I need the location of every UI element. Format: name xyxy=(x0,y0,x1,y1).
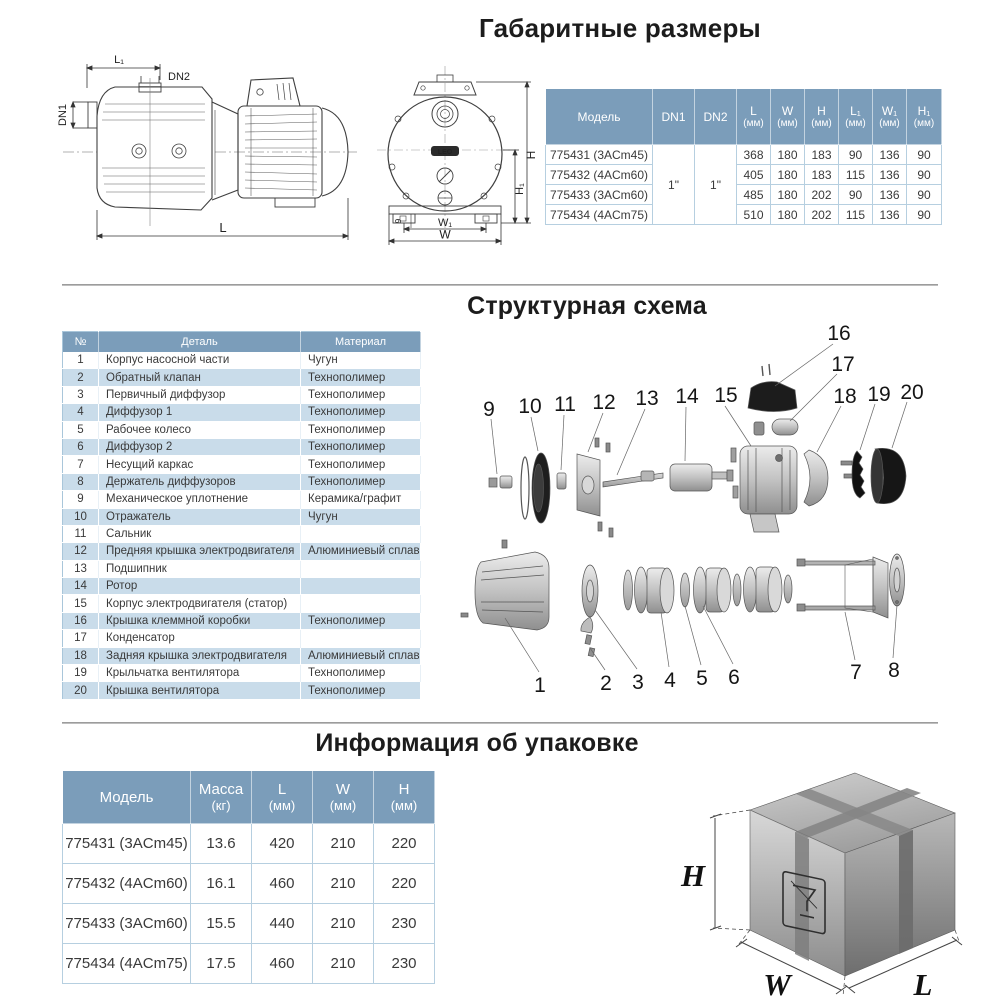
cell: 1 xyxy=(63,352,99,369)
table-row xyxy=(63,386,421,403)
packaging-box-illustration xyxy=(655,758,990,1000)
cell: 17.5 xyxy=(191,944,252,984)
pump-side-view-drawing xyxy=(55,50,370,250)
callout-6: 6 xyxy=(728,666,740,689)
cell: Конденсатор xyxy=(99,630,301,647)
callout-16: 16 xyxy=(827,322,851,345)
cell: 210 xyxy=(313,944,374,984)
callout-10: 10 xyxy=(518,395,542,418)
column-header: W (мм) xyxy=(771,89,805,145)
cell: 485 xyxy=(737,185,771,205)
cell: 17 xyxy=(63,630,99,647)
table-row xyxy=(63,525,421,542)
cell: 2 xyxy=(63,369,99,386)
part-mech-seal xyxy=(489,476,512,488)
cell: 12 xyxy=(63,543,99,560)
section-title-structure: Структурная схема xyxy=(467,292,707,320)
column-header: H₁ (мм) xyxy=(907,89,942,145)
callout-14: 14 xyxy=(675,385,699,408)
part-diffuser-holder xyxy=(890,554,905,606)
cell: Механическое уплотнение xyxy=(99,491,301,508)
table-row xyxy=(63,456,421,473)
divider xyxy=(62,284,938,286)
column-header: W (мм) xyxy=(313,771,374,824)
cell: 15 xyxy=(63,595,99,612)
cell: Сальник xyxy=(99,525,301,542)
cell: 90 xyxy=(839,185,873,205)
callout-numbers xyxy=(483,322,924,697)
exploded-view-diagram xyxy=(445,318,965,730)
cell: 14 xyxy=(63,578,99,595)
table-row xyxy=(63,665,421,682)
table-row xyxy=(63,682,421,699)
cell: Крыльчатка вентилятора xyxy=(99,665,301,682)
cell: 16 xyxy=(63,612,99,629)
cell: 3 xyxy=(63,386,99,403)
cell: 90 xyxy=(907,165,942,185)
cell: Рабочее колесо xyxy=(99,421,301,438)
part-fan-impeller xyxy=(852,451,865,498)
cell: Технополимер xyxy=(301,421,421,438)
callout-11: 11 xyxy=(554,393,576,416)
part-fan-cover xyxy=(871,448,906,503)
cell: 420 xyxy=(252,824,313,864)
part-carrying-frame xyxy=(797,557,888,618)
table-row xyxy=(546,185,942,205)
cell: 220 xyxy=(374,864,435,904)
cell: 136 xyxy=(873,145,907,165)
cell: 775432 (4ACm60) xyxy=(63,864,191,904)
cell: 19 xyxy=(63,665,99,682)
cell: 460 xyxy=(252,864,313,904)
callout-5: 5 xyxy=(696,667,708,690)
table-row xyxy=(63,508,421,525)
part-pump-housing xyxy=(461,540,549,630)
cell: 90 xyxy=(839,145,873,165)
table-row xyxy=(63,630,421,647)
cell xyxy=(301,525,421,542)
dim-label-dn1: DN1 xyxy=(57,103,69,127)
column-header: DN1 xyxy=(653,89,695,145)
header-row xyxy=(546,89,942,145)
callout-3: 3 xyxy=(632,671,644,694)
column-header: Деталь xyxy=(99,332,301,352)
cell: Технополимер xyxy=(301,456,421,473)
cell: 180 xyxy=(771,165,805,185)
dim-label-dn2: DN2 xyxy=(168,71,191,83)
cell: 13 xyxy=(63,560,99,577)
table-row xyxy=(63,904,435,944)
cell: Керамика/графит xyxy=(301,491,421,508)
column-header: L (мм) xyxy=(252,771,313,824)
table-row xyxy=(63,421,421,438)
cell: 775433 (3ACm60) xyxy=(546,185,653,205)
part-rear-cover xyxy=(804,450,855,506)
table-row xyxy=(63,944,435,984)
table-row xyxy=(63,864,435,904)
table-row xyxy=(63,560,421,577)
column-header: Масса (кг) xyxy=(191,771,252,824)
part-capacitor xyxy=(754,419,798,435)
cell: Корпус электродвигателя (статор) xyxy=(99,595,301,612)
callout-15: 15 xyxy=(714,384,738,407)
cell: 405 xyxy=(737,165,771,185)
box-label-h: H xyxy=(680,858,706,893)
cell: 136 xyxy=(873,205,907,225)
cell: 1" xyxy=(653,145,695,225)
column-header: L₁ (мм) xyxy=(839,89,873,145)
cell: Технополимер xyxy=(301,386,421,403)
callout-9: 9 xyxy=(483,398,495,421)
cell: 18 xyxy=(63,647,99,664)
table-row xyxy=(63,404,421,421)
box-3d xyxy=(750,773,955,976)
cell: 136 xyxy=(873,185,907,205)
cell: Корпус насосной части xyxy=(99,352,301,369)
cell: 210 xyxy=(313,824,374,864)
part-shaft xyxy=(603,471,663,487)
cell: 13.6 xyxy=(191,824,252,864)
cell: 202 xyxy=(805,185,839,205)
column-header: Материал xyxy=(301,332,421,352)
cell: 180 xyxy=(771,145,805,165)
cell: Технополимер xyxy=(301,438,421,455)
dim-label-l1: L₁ xyxy=(114,54,124,66)
cell: 16.1 xyxy=(191,864,252,904)
cell: 230 xyxy=(374,904,435,944)
table-row xyxy=(63,647,421,664)
cell xyxy=(301,578,421,595)
part-stator xyxy=(731,446,797,532)
dim-label-w: W xyxy=(439,227,451,242)
cell: 8 xyxy=(63,473,99,490)
cell: Несущий каркас xyxy=(99,456,301,473)
cell: 230 xyxy=(374,944,435,984)
cell: 4 xyxy=(63,404,99,421)
part-rotor xyxy=(670,464,733,491)
cell: 180 xyxy=(771,205,805,225)
callout-12: 12 xyxy=(592,391,616,414)
table-row xyxy=(546,165,942,185)
cell: Чугун xyxy=(301,352,421,369)
table-row xyxy=(63,612,421,629)
cell: Крышка вентилятора xyxy=(99,682,301,699)
callout-13: 13 xyxy=(635,387,659,410)
callout-17: 17 xyxy=(831,353,855,376)
brand-logo-text: LEO xyxy=(437,149,453,156)
cell: Крышка клеммной коробки xyxy=(99,612,301,629)
callout-19: 19 xyxy=(867,383,891,406)
cell: 115 xyxy=(839,205,873,225)
table-row xyxy=(63,595,421,612)
table-row xyxy=(63,473,421,490)
cell: Чугун xyxy=(301,508,421,525)
cell: 202 xyxy=(805,205,839,225)
cell: 775434 (4ACm75) xyxy=(546,205,653,225)
cell: Подшипник xyxy=(99,560,301,577)
cell: 20 xyxy=(63,682,99,699)
cell: 90 xyxy=(907,145,942,165)
column-header: DN2 xyxy=(695,89,737,145)
table-row xyxy=(63,491,421,508)
callout-20: 20 xyxy=(900,381,924,404)
part-reflector xyxy=(521,453,550,523)
cell: 183 xyxy=(805,145,839,165)
dimension-lines xyxy=(389,82,531,245)
dim-label-w1: W₁ xyxy=(437,217,453,229)
cell: 460 xyxy=(252,944,313,984)
part-front-cover xyxy=(577,438,613,537)
cell: 5 xyxy=(63,421,99,438)
dim-label-h: H xyxy=(524,150,538,160)
header-row xyxy=(63,332,421,352)
cell: Задняя крышка электродвигателя xyxy=(99,647,301,664)
packaging-table xyxy=(62,770,434,984)
cell xyxy=(301,560,421,577)
cell: Диффузор 1 xyxy=(99,404,301,421)
callout-7: 7 xyxy=(850,661,862,684)
table-row xyxy=(63,352,421,369)
table-row xyxy=(63,543,421,560)
callout-18: 18 xyxy=(833,385,857,408)
cell: 1" xyxy=(695,145,737,225)
cell: Технополимер xyxy=(301,404,421,421)
cell: 90 xyxy=(907,185,942,205)
cell: 368 xyxy=(737,145,771,165)
cell: Технополимер xyxy=(301,369,421,386)
table-row xyxy=(546,145,942,165)
cell: 440 xyxy=(252,904,313,944)
cell: Технополимер xyxy=(301,612,421,629)
cell: Первичный диффузор xyxy=(99,386,301,403)
part-diffuser-stack xyxy=(624,567,793,613)
cell: Ротор xyxy=(99,578,301,595)
dimensions-table xyxy=(545,88,941,225)
cell: 775433 (3ACm60) xyxy=(63,904,191,944)
column-header: L (мм) xyxy=(737,89,771,145)
cell: Технополимер xyxy=(301,473,421,490)
cell xyxy=(301,595,421,612)
pump-front-view-drawing xyxy=(375,62,545,252)
callout-2: 2 xyxy=(600,672,612,695)
cell: Предняя крышка электродвигателя xyxy=(99,543,301,560)
cell: Технополимер xyxy=(301,682,421,699)
cell: 6 xyxy=(63,438,99,455)
table-row xyxy=(546,205,942,225)
callout-4: 4 xyxy=(664,669,676,692)
callout-8: 8 xyxy=(888,659,900,682)
cell: 10 xyxy=(63,508,99,525)
table-row xyxy=(63,824,435,864)
cell: 510 xyxy=(737,205,771,225)
box-label-w: W xyxy=(763,967,791,1000)
cell: 90 xyxy=(907,205,942,225)
column-header: W₁ (мм) xyxy=(873,89,907,145)
cell: 11 xyxy=(63,525,99,542)
callout-1: 1 xyxy=(534,674,546,697)
cell: 210 xyxy=(313,904,374,944)
part-primary-diffuser xyxy=(581,565,598,633)
cell: 136 xyxy=(873,165,907,185)
cell: 180 xyxy=(771,185,805,205)
cell: Обратный клапан xyxy=(99,369,301,386)
section-title-dimensions: Габаритные размеры xyxy=(479,13,761,43)
column-header: Модель xyxy=(546,89,653,145)
table-row xyxy=(63,438,421,455)
dim-label-9: 9 xyxy=(394,218,403,224)
dim-label-h1: H₁ xyxy=(514,183,526,195)
cell: 9 xyxy=(63,491,99,508)
column-header: № xyxy=(63,332,99,352)
cell: Алюминиевый сплав xyxy=(301,647,421,664)
column-header: H (мм) xyxy=(805,89,839,145)
cell: Отражатель xyxy=(99,508,301,525)
parts-table xyxy=(62,331,420,700)
column-header: Модель xyxy=(63,771,191,824)
dim-label-l: L xyxy=(219,220,227,235)
cell: 220 xyxy=(374,824,435,864)
cell: 775431 (3ACm45) xyxy=(63,824,191,864)
header-row xyxy=(63,771,435,824)
cell xyxy=(301,630,421,647)
cell: Алюминиевый сплав xyxy=(301,543,421,560)
column-header: H (мм) xyxy=(374,771,435,824)
box-label-l: L xyxy=(913,967,933,1000)
cell: 210 xyxy=(313,864,374,904)
cell: 775431 (3ACm45) xyxy=(546,145,653,165)
section-title-packaging: Информация об упаковке xyxy=(315,729,639,757)
cell: 775432 (4ACm60) xyxy=(546,165,653,185)
cell: 775434 (4ACm75) xyxy=(63,944,191,984)
cell: Технополимер xyxy=(301,665,421,682)
part-terminal-cover xyxy=(748,364,797,412)
cell: 15.5 xyxy=(191,904,252,944)
table-row xyxy=(63,578,421,595)
cell: 115 xyxy=(839,165,873,185)
cell: 7 xyxy=(63,456,99,473)
cell: 183 xyxy=(805,165,839,185)
cell: Диффузор 2 xyxy=(99,438,301,455)
table-row xyxy=(63,369,421,386)
part-gland xyxy=(557,473,566,489)
cell: Держатель диффузоров xyxy=(99,473,301,490)
